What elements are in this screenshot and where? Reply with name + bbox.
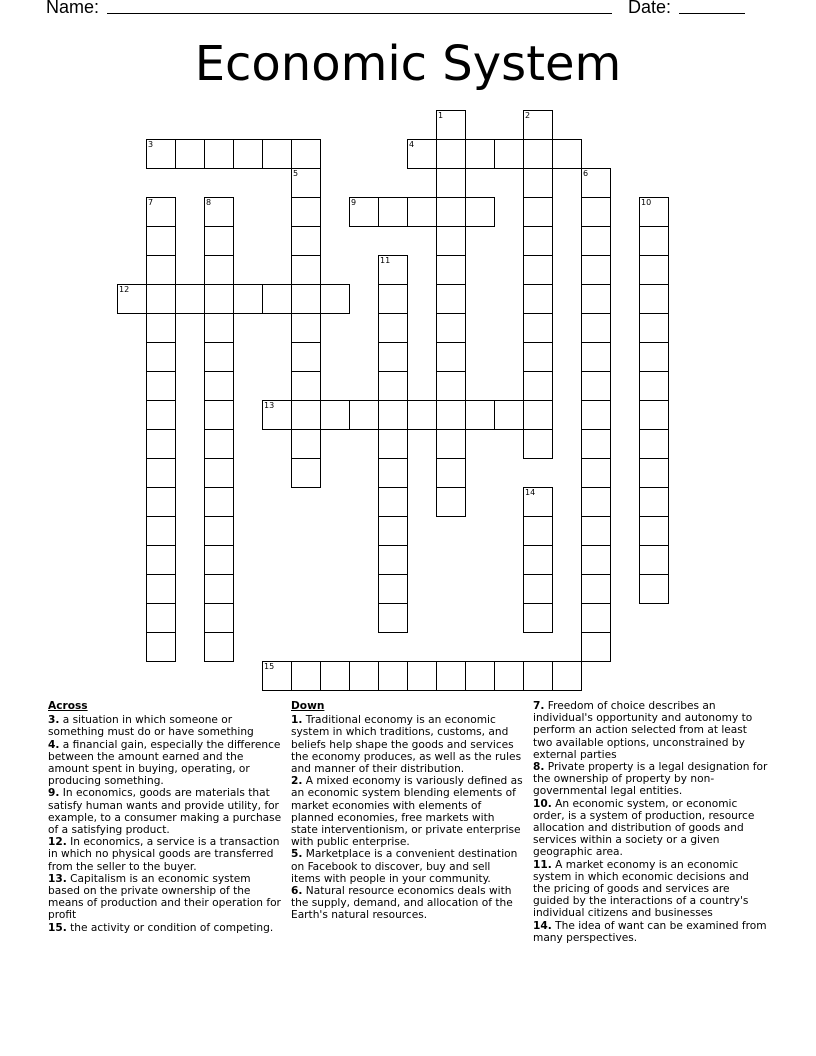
crossword-cell[interactable] bbox=[436, 168, 466, 198]
crossword-cell[interactable] bbox=[204, 632, 234, 662]
crossword-cell[interactable] bbox=[146, 226, 176, 256]
clue-text: A market economy is an economic system in which economic decisions and the pricing of goods and services are guided by the interactions of a country's individual citizens and businesses bbox=[533, 858, 749, 920]
crossword-cell[interactable] bbox=[523, 110, 553, 140]
crossword-cell[interactable] bbox=[436, 313, 466, 343]
crossword-cell[interactable] bbox=[233, 284, 263, 314]
clue-number: 4 bbox=[409, 140, 415, 149]
crossword-cell[interactable] bbox=[204, 400, 234, 430]
crossword-cell[interactable] bbox=[291, 197, 321, 227]
clue-text: Freedom of choice describes an individual's opportunity and autonomy to perform an action selected from at least two available options, unconstrained by external parties bbox=[533, 700, 753, 761]
crossword-cell[interactable] bbox=[639, 574, 669, 604]
crossword-cell[interactable] bbox=[465, 400, 495, 430]
crossword-cell[interactable] bbox=[349, 661, 379, 691]
crossword-cell[interactable] bbox=[291, 139, 321, 169]
crossword-cell[interactable] bbox=[639, 400, 669, 430]
crossword-cell[interactable] bbox=[436, 487, 466, 517]
crossword-cell[interactable] bbox=[204, 371, 234, 401]
clue-number: 2. bbox=[291, 775, 303, 788]
crossword-cell[interactable] bbox=[291, 255, 321, 285]
clue-item bbox=[48, 787, 284, 836]
clue-text: a financial gain, especially the difference between the amount earned and the amount spent in buying, operating, or producing something. bbox=[48, 738, 281, 788]
crossword-cell[interactable] bbox=[523, 487, 553, 517]
crossword-cell[interactable] bbox=[291, 313, 321, 343]
crossword-cell[interactable] bbox=[291, 661, 321, 691]
name-label: Name: bbox=[46, 0, 100, 17]
crossword-cell[interactable] bbox=[523, 284, 553, 314]
crossword-cell[interactable] bbox=[320, 400, 350, 430]
crossword-cell[interactable] bbox=[581, 632, 611, 662]
crossword-cell[interactable] bbox=[407, 139, 437, 169]
clue-number: 9. bbox=[48, 787, 60, 800]
clue-number: 4. bbox=[48, 738, 60, 751]
crossword-cell[interactable] bbox=[639, 516, 669, 546]
crossword-cell[interactable] bbox=[581, 371, 611, 401]
clue-number: 6 bbox=[583, 169, 589, 178]
crossword-cell[interactable] bbox=[204, 226, 234, 256]
clue-number: 13. bbox=[48, 872, 67, 885]
crossword-cell[interactable] bbox=[378, 516, 408, 546]
crossword-cell[interactable] bbox=[465, 139, 495, 169]
crossword-cell[interactable] bbox=[639, 458, 669, 488]
clue-item bbox=[533, 700, 769, 761]
crossword-cell[interactable] bbox=[117, 284, 147, 314]
crossword-cell[interactable] bbox=[378, 197, 408, 227]
crossword-cell[interactable] bbox=[581, 255, 611, 285]
clue-text: a situation in which someone or something must do or have something bbox=[48, 714, 254, 739]
crossword-cell[interactable] bbox=[204, 313, 234, 343]
crossword-cell[interactable] bbox=[262, 661, 292, 691]
clue-number: 6. bbox=[291, 885, 303, 898]
crossword-cell[interactable] bbox=[378, 400, 408, 430]
crossword-cell[interactable] bbox=[146, 545, 176, 575]
crossword-cell[interactable] bbox=[436, 197, 466, 227]
crossword-cell[interactable] bbox=[204, 574, 234, 604]
clue-number: 3. bbox=[48, 714, 60, 727]
crossword-cell[interactable] bbox=[407, 661, 437, 691]
crossword-cell[interactable] bbox=[320, 284, 350, 314]
clue-number: 7. bbox=[533, 700, 545, 712]
clue-text: Private property is a legal designation for the ownership of property by non-governmental legal entities. bbox=[533, 761, 768, 798]
crossword-cell[interactable] bbox=[378, 342, 408, 372]
clue-number: 7 bbox=[148, 198, 154, 207]
crossword-cell[interactable] bbox=[494, 661, 524, 691]
crossword-cell[interactable] bbox=[523, 313, 553, 343]
crossword-cell[interactable] bbox=[204, 197, 234, 227]
across-heading: Across bbox=[48, 700, 88, 712]
crossword-cell[interactable] bbox=[204, 139, 234, 169]
crossword-cell[interactable] bbox=[262, 139, 292, 169]
down-clues-continued bbox=[533, 700, 769, 944]
crossword-cell[interactable] bbox=[204, 342, 234, 372]
crossword-cell[interactable] bbox=[146, 458, 176, 488]
clue-number: 5 bbox=[293, 169, 299, 178]
crossword-cell[interactable] bbox=[523, 197, 553, 227]
crossword-cell[interactable] bbox=[581, 458, 611, 488]
crossword-cell[interactable] bbox=[494, 139, 524, 169]
crossword-cell[interactable] bbox=[146, 313, 176, 343]
down-clue-list-continued bbox=[533, 700, 769, 944]
crossword-cell[interactable] bbox=[639, 371, 669, 401]
clue-text: the activity or condition of competing. bbox=[70, 921, 274, 934]
clue-number: 12 bbox=[119, 285, 130, 294]
crossword-cell[interactable] bbox=[146, 574, 176, 604]
crossword-cell[interactable] bbox=[146, 255, 176, 285]
crossword-cell[interactable] bbox=[291, 458, 321, 488]
crossword-cell[interactable] bbox=[146, 429, 176, 459]
crossword-cell[interactable] bbox=[581, 487, 611, 517]
crossword-cell[interactable] bbox=[262, 284, 292, 314]
crossword-cell[interactable] bbox=[552, 661, 582, 691]
clue-number: 11 bbox=[380, 256, 391, 265]
date-label: Date: bbox=[628, 0, 672, 17]
crossword-cell[interactable] bbox=[291, 371, 321, 401]
crossword-cell[interactable] bbox=[523, 226, 553, 256]
clue-item bbox=[533, 761, 769, 798]
crossword-cell[interactable] bbox=[204, 603, 234, 633]
crossword-cell[interactable] bbox=[639, 284, 669, 314]
crossword-cell[interactable] bbox=[639, 487, 669, 517]
crossword-cell[interactable] bbox=[146, 632, 176, 662]
crossword-cell[interactable] bbox=[523, 139, 553, 169]
crossword-cell[interactable] bbox=[291, 342, 321, 372]
crossword-cell[interactable] bbox=[175, 139, 205, 169]
across-clues bbox=[48, 700, 284, 934]
crossword-cell[interactable] bbox=[639, 342, 669, 372]
crossword-cell[interactable] bbox=[146, 197, 176, 227]
crossword-cell[interactable] bbox=[349, 197, 379, 227]
crossword-cell[interactable] bbox=[639, 226, 669, 256]
crossword-cell[interactable] bbox=[378, 603, 408, 633]
across-clue-list bbox=[48, 714, 284, 934]
down-clue-list bbox=[291, 714, 523, 921]
clue-number: 1. bbox=[291, 714, 303, 727]
clue-text: Traditional economy is an economic system in which traditions, customs, and beliefs help shape the goods and services the economy produces, as well as the rules and manner of their distribution. bbox=[291, 714, 522, 776]
crossword-cell[interactable] bbox=[523, 429, 553, 459]
crossword-cell[interactable] bbox=[320, 661, 350, 691]
crossword-cell[interactable] bbox=[523, 371, 553, 401]
crossword-cell[interactable] bbox=[639, 255, 669, 285]
crossword-cell[interactable] bbox=[523, 661, 553, 691]
crossword-cell[interactable] bbox=[436, 371, 466, 401]
crossword-cell[interactable] bbox=[146, 603, 176, 633]
crossword-cell[interactable] bbox=[523, 545, 553, 575]
crossword-cell[interactable] bbox=[262, 400, 292, 430]
crossword-cell[interactable] bbox=[581, 342, 611, 372]
clue-text: An economic system, or economic order, is a system of production, resource allocation and distribution of goods and services within a society or a given geographic area. bbox=[533, 797, 755, 859]
crossword-cell[interactable] bbox=[436, 110, 466, 140]
clue-number: 10 bbox=[641, 198, 652, 207]
clue-text: Natural resource economics deals with the supply, demand, and allocation of the Earth's natural resources. bbox=[291, 885, 513, 922]
crossword-cell[interactable] bbox=[146, 284, 176, 314]
clue-number: 15 bbox=[264, 662, 275, 671]
crossword-cell[interactable] bbox=[378, 661, 408, 691]
clue-text: In economics, goods are materials that satisfy human wants and provide utility, for example, to a consumer making a purchase of a satisfying product. bbox=[48, 787, 282, 837]
crossword-cell[interactable] bbox=[436, 429, 466, 459]
clue-number: 13 bbox=[264, 401, 275, 410]
crossword-cell[interactable] bbox=[378, 429, 408, 459]
crossword-cell[interactable] bbox=[204, 516, 234, 546]
crossword-cell[interactable] bbox=[581, 545, 611, 575]
crossword-cell[interactable] bbox=[291, 226, 321, 256]
clue-text: In economics, a service is a transaction in which no physical goods are transferred from the seller to the buyer. bbox=[48, 836, 280, 873]
clue-item bbox=[291, 714, 523, 775]
crossword-cell[interactable] bbox=[349, 400, 379, 430]
crossword-cell[interactable] bbox=[581, 168, 611, 198]
crossword-cell[interactable] bbox=[291, 168, 321, 198]
clue-number: 14. bbox=[533, 919, 552, 932]
crossword-cell[interactable] bbox=[146, 487, 176, 517]
crossword-cell[interactable] bbox=[233, 139, 263, 169]
crossword-cell[interactable] bbox=[523, 400, 553, 430]
crossword-cell[interactable] bbox=[436, 284, 466, 314]
clue-item bbox=[533, 859, 769, 920]
crossword-cell[interactable] bbox=[523, 255, 553, 285]
clue-number: 10. bbox=[533, 797, 552, 810]
down-heading: Down bbox=[291, 700, 325, 712]
clue-number: 8 bbox=[206, 198, 212, 207]
clue-number: 8. bbox=[533, 761, 545, 774]
crossword-cell[interactable] bbox=[204, 545, 234, 575]
crossword-cell[interactable] bbox=[581, 284, 611, 314]
clue-item bbox=[48, 836, 284, 873]
clue-number: 1 bbox=[438, 111, 444, 120]
clue-item bbox=[533, 920, 769, 944]
crossword-cell[interactable] bbox=[523, 168, 553, 198]
crossword-cell[interactable] bbox=[639, 313, 669, 343]
crossword-cell[interactable] bbox=[581, 313, 611, 343]
crossword-cell[interactable] bbox=[581, 516, 611, 546]
crossword-cell[interactable] bbox=[378, 255, 408, 285]
crossword-cell[interactable] bbox=[378, 545, 408, 575]
crossword-cell[interactable] bbox=[146, 516, 176, 546]
clue-item bbox=[533, 798, 769, 859]
clue-item bbox=[291, 775, 523, 848]
clue-number: 15. bbox=[48, 921, 67, 934]
crossword-cell[interactable] bbox=[639, 429, 669, 459]
crossword-cell[interactable] bbox=[378, 574, 408, 604]
crossword-cell[interactable] bbox=[204, 284, 234, 314]
crossword-cell[interactable] bbox=[291, 284, 321, 314]
clue-item bbox=[48, 714, 284, 738]
crossword-cell[interactable] bbox=[494, 400, 524, 430]
crossword-cell[interactable] bbox=[581, 574, 611, 604]
clue-number: 9 bbox=[351, 198, 357, 207]
crossword-cell[interactable] bbox=[581, 400, 611, 430]
crossword-cell[interactable] bbox=[465, 197, 495, 227]
crossword-cell[interactable] bbox=[407, 400, 437, 430]
clue-number: 3 bbox=[148, 140, 154, 149]
crossword-cell[interactable] bbox=[581, 226, 611, 256]
crossword-cell[interactable] bbox=[581, 429, 611, 459]
crossword-cell[interactable] bbox=[523, 603, 553, 633]
crossword-cell[interactable] bbox=[291, 400, 321, 430]
clue-text: Marketplace is a convenient destination on Facebook to discover, buy and sell items with people in your community. bbox=[291, 848, 518, 885]
crossword-cell[interactable] bbox=[436, 139, 466, 169]
clue-text: A mixed economy is variously defined as an economic system blending elements of market economies with elements of planned economies, free markets with state interventionism, or private enterprise with public enterprise. bbox=[291, 775, 523, 849]
crossword-cell[interactable] bbox=[378, 458, 408, 488]
crossword-cell[interactable] bbox=[378, 371, 408, 401]
crossword-cell[interactable] bbox=[146, 342, 176, 372]
crossword-cell[interactable] bbox=[465, 661, 495, 691]
crossword-cell[interactable] bbox=[436, 255, 466, 285]
crossword-cell[interactable] bbox=[436, 226, 466, 256]
crossword-cell[interactable] bbox=[523, 342, 553, 372]
crossword-cell[interactable] bbox=[581, 197, 611, 227]
clue-number: 2 bbox=[525, 111, 531, 120]
clue-item bbox=[48, 873, 284, 922]
crossword-cell[interactable] bbox=[378, 284, 408, 314]
clue-number: 5. bbox=[291, 848, 303, 861]
crossword-cell[interactable] bbox=[204, 255, 234, 285]
crossword-cell[interactable] bbox=[291, 429, 321, 459]
clue-text: Capitalism is an economic system based on the private ownership of the means of production and their operation for profit bbox=[48, 872, 281, 922]
crossword-cell[interactable] bbox=[146, 400, 176, 430]
crossword-cell[interactable] bbox=[639, 197, 669, 227]
crossword-cell[interactable] bbox=[204, 487, 234, 517]
crossword-cell[interactable] bbox=[639, 545, 669, 575]
crossword-cell[interactable] bbox=[581, 603, 611, 633]
crossword-cell[interactable] bbox=[436, 400, 466, 430]
crossword-cell[interactable] bbox=[378, 313, 408, 343]
crossword-cell[interactable] bbox=[378, 487, 408, 517]
crossword-cell[interactable] bbox=[523, 574, 553, 604]
crossword-cell[interactable] bbox=[436, 661, 466, 691]
page-title: Economic System bbox=[194, 36, 622, 92]
clue-text: The idea of want can be examined from many perspectives. bbox=[533, 919, 767, 944]
crossword-cell[interactable] bbox=[204, 458, 234, 488]
crossword-cell[interactable] bbox=[552, 139, 582, 169]
crossword-cell[interactable] bbox=[146, 371, 176, 401]
crossword-cell[interactable] bbox=[523, 516, 553, 546]
crossword-cell[interactable] bbox=[436, 342, 466, 372]
clue-number: 12. bbox=[48, 836, 67, 849]
crossword-cell[interactable] bbox=[407, 197, 437, 227]
clue-item bbox=[48, 922, 284, 934]
crossword-cell[interactable] bbox=[175, 284, 205, 314]
crossword-cell[interactable] bbox=[204, 429, 234, 459]
clue-item bbox=[291, 848, 523, 885]
clue-item bbox=[291, 885, 523, 922]
down-clues bbox=[291, 700, 523, 922]
clue-number: 11. bbox=[533, 858, 552, 871]
clue-item bbox=[48, 739, 284, 788]
crossword-cell[interactable] bbox=[436, 458, 466, 488]
crossword-cell[interactable] bbox=[146, 139, 176, 169]
clue-number: 14 bbox=[525, 488, 536, 497]
